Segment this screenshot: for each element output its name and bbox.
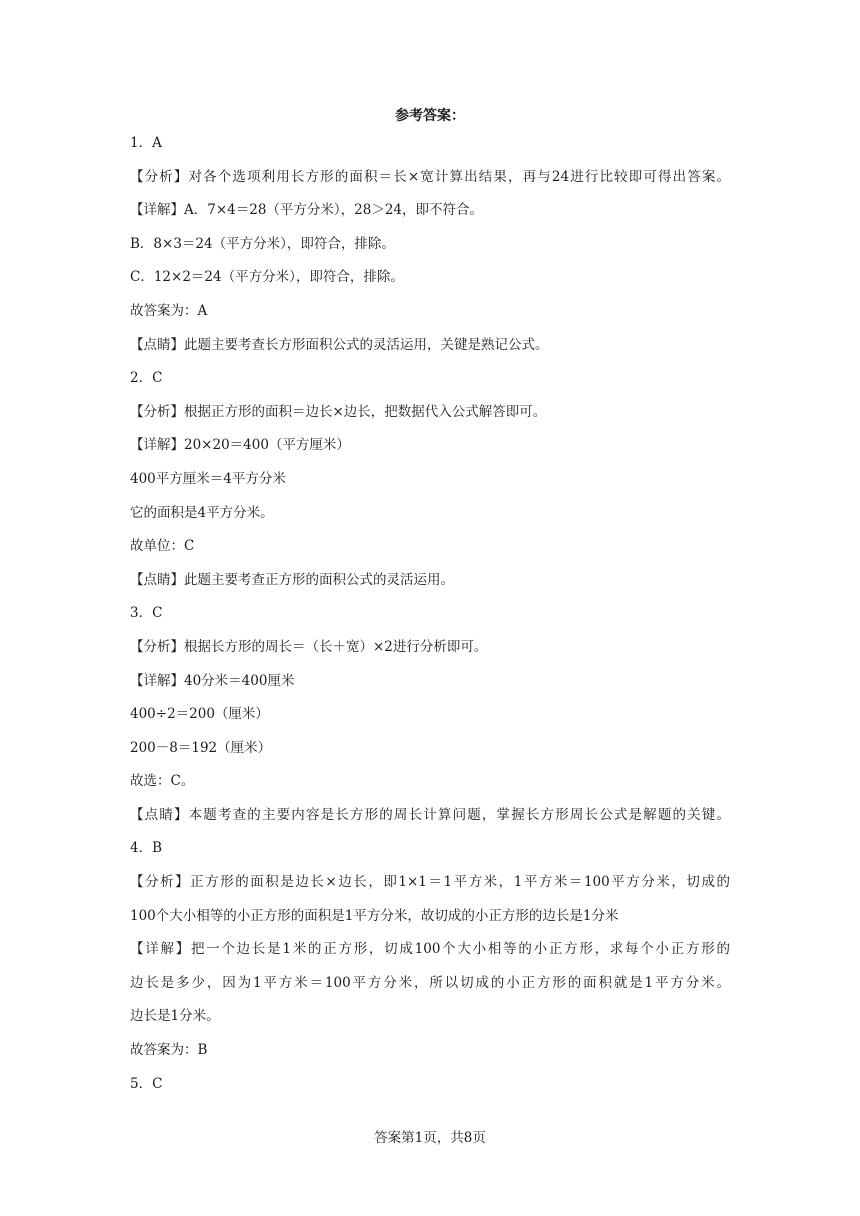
- answer-line: 它的面积是4平方分米。: [130, 504, 274, 521]
- answer-line: 故选：C。: [130, 773, 195, 790]
- answer-line: 【点睛】此题主要考查长方形面积公式的灵活运用，关键是熟记公式。: [130, 336, 549, 353]
- answer-line: 【详解】A．7×4＝28（平方分米），28＞24，即不符合。: [130, 202, 484, 219]
- answer-line: 故答案为：B: [130, 1042, 208, 1059]
- answer-line: 边长是1分米。: [130, 1008, 220, 1025]
- answer-line: 4．B: [130, 840, 163, 857]
- answer-line: C．12×2＝24（平方分米），即符合，排除。: [130, 269, 404, 286]
- answer-line: 【分析】对各个选项利用长方形的面积＝长×宽计算出结果，再与24进行比较即可得出答案。: [130, 168, 730, 185]
- answer-line: 【分析】根据长方形的周长＝（长＋宽）×2进行分析即可。: [130, 638, 488, 655]
- answer-line: 【详解】把一个边长是1米的正方形，切成100个大小相等的小正方形，求每个小正方形的: [130, 941, 730, 958]
- answer-line: 【点睛】本题考查的主要内容是长方形的周长计算问题，掌握长方形周长公式是解题的关键。: [130, 806, 730, 823]
- answer-line: 【分析】根据正方形的面积＝边长×边长，把数据代入公式解答即可。: [130, 403, 547, 420]
- answer-line: 400平方厘米＝4平方分米: [130, 470, 286, 487]
- answer-line: 故单位：C: [130, 538, 195, 555]
- answer-line: 【分析】正方形的面积是边长×边长，即1×1＝1平方米，1平方米＝100平方分米，切成的: [130, 874, 730, 891]
- answer-line: 1．A: [130, 135, 162, 151]
- answer-line: 400÷2＝200（厘米）: [130, 706, 269, 723]
- answer-line: 故答案为：A: [130, 302, 208, 319]
- page-footer: 答案第1页，共8页: [374, 1130, 486, 1146]
- page-title: 参考答案：: [395, 108, 465, 124]
- answer-line: 【详解】40分米＝400厘米: [130, 672, 295, 689]
- answer-line: B．8×3＝24（平方分米），即符合，排除。: [130, 235, 395, 252]
- answer-line: 5．C: [130, 1075, 163, 1092]
- answer-line: 【详解】20×20＝400（平方厘米）: [130, 437, 350, 454]
- answer-line: 3．C: [130, 605, 163, 622]
- answer-content: [130, 133, 730, 1107]
- answer-line: 100个大小相等的小正方形的面积是1平方分米，故切成的小正方形的边长是1分米: [130, 907, 619, 924]
- answer-line: 边长是多少，因为1平方米＝100平方分米，所以切成的小正方形的面积就是1平方分米。: [130, 974, 730, 991]
- answer-line: 【点睛】此题主要考查正方形的面积公式的灵活运用。: [130, 571, 454, 588]
- answer-line: 200－8＝192（厘米）: [130, 739, 272, 756]
- answer-line: 2．C: [130, 370, 163, 387]
